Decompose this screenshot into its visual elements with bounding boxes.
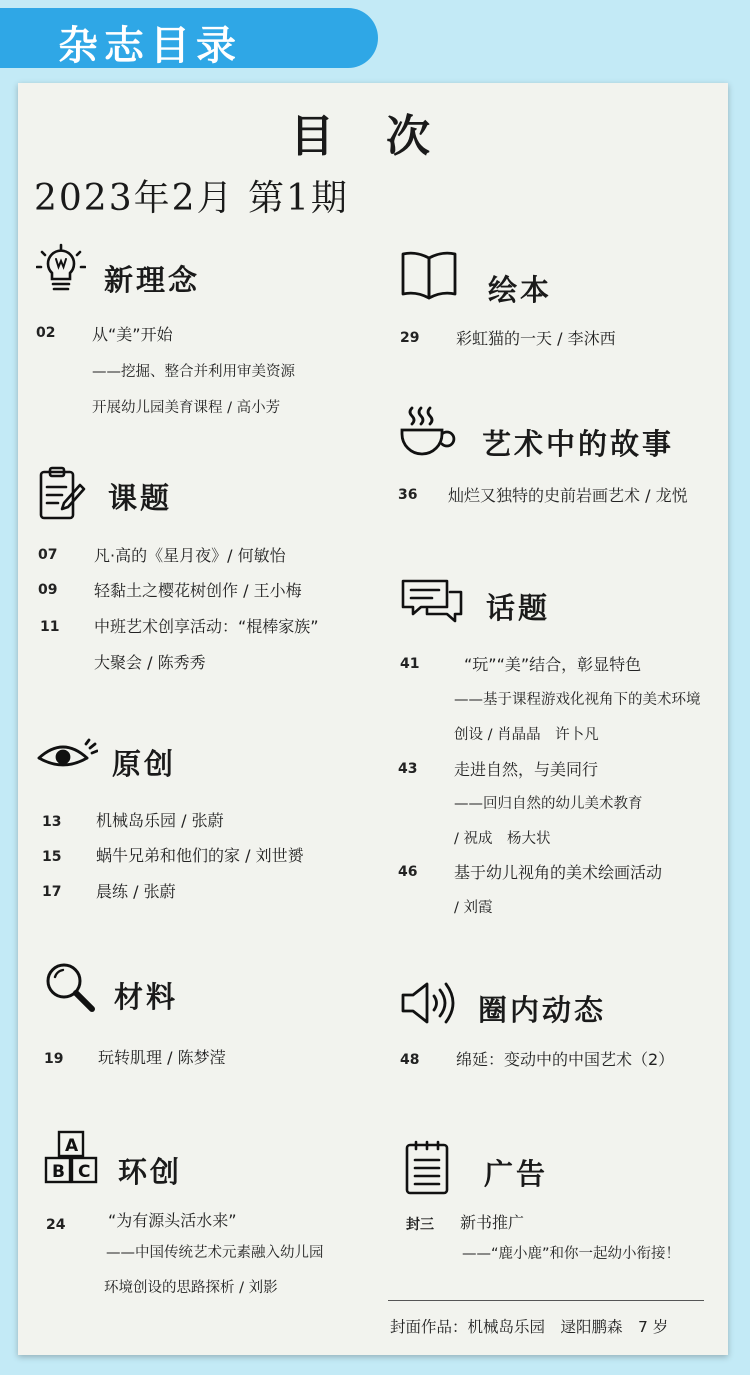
article-subtitle: ——挖掘、整合并利用审美资源 [92, 364, 295, 380]
section-title-ads: 广告 [484, 1157, 549, 1191]
section-title-new-idea: 新理念 [104, 263, 201, 297]
article-title: 灿烂又独特的史前岩画艺术 / 龙悦 [448, 486, 688, 505]
article-subtitle: ——中国传统艺术元素融入幼儿园 [106, 1245, 324, 1261]
page-number: 24 [46, 1217, 66, 1233]
page-title: 目次 [290, 111, 482, 162]
page-number: 09 [38, 582, 58, 598]
open-book-icon [400, 250, 458, 300]
article-title: 机械岛乐园 / 张蔚 [96, 811, 224, 830]
page-number: 46 [398, 864, 418, 880]
section-title-topic-study: 课题 [108, 481, 173, 515]
section-title-discussion: 话题 [486, 591, 551, 625]
page-number: 13 [42, 814, 62, 830]
article-subtitle-author: 环境创设的思路探析 / 刘影 [104, 1280, 278, 1296]
cover-credit: 封面作品：机械岛乐园 逯阳鹏森 7 岁 [390, 1318, 669, 1336]
page-number: 41 [400, 656, 420, 672]
page-number: 17 [42, 884, 62, 900]
article-title: 轻黏土之樱花树创作 / 王小梅 [94, 581, 302, 600]
page-number: 43 [398, 761, 418, 777]
header-banner [0, 8, 378, 68]
article-title: 玩转肌理 / 陈梦滢 [98, 1048, 226, 1067]
section-title-environment: 环创 [118, 1155, 183, 1189]
banner-label: 杂志目录 [58, 22, 242, 69]
section-title-circle-news: 圈内动态 [478, 993, 607, 1027]
page-number: 48 [400, 1052, 420, 1068]
magnifier-icon [44, 961, 96, 1013]
article-title: “玩”“美”结合，彰显特色 [464, 655, 642, 674]
article-subtitle: ——回归自然的幼儿美术教育 [454, 796, 643, 812]
page-number: 封三 [406, 1217, 434, 1233]
article-title: 凡·高的《星月夜》/ 何敏怡 [94, 546, 286, 565]
lightbulb-icon [36, 243, 86, 295]
article-title: 基于幼儿视角的美术绘画活动 [454, 863, 663, 882]
steaming-cup-icon [398, 404, 456, 458]
page-number: 36 [398, 487, 418, 503]
footer-divider [388, 1300, 704, 1301]
article-author-line: 创设 / 肖晶晶 许卜凡 [454, 727, 599, 743]
notepad-icon [404, 1140, 450, 1196]
section-title-picture-book: 绘本 [488, 273, 553, 307]
speaker-icon [400, 980, 456, 1026]
article-subtitle-author: 开展幼儿园美育课程 / 高小芳 [92, 400, 281, 416]
svg-text:A: A [65, 1136, 79, 1156]
article-author-line: / 祝成 杨大状 [454, 831, 551, 847]
article-title: “为有源头活水来” [108, 1211, 237, 1230]
article-title: 绵延：变动中的中国艺术（2） [456, 1050, 675, 1069]
article-title: 走进自然，与美同行 [454, 760, 599, 779]
article-author-line: 大聚会 / 陈秀秀 [94, 653, 206, 672]
article-title: 彩虹猫的一天 / 李沐西 [456, 329, 616, 348]
article-subtitle: ——基于课程游戏化视角下的美术环境 [454, 692, 701, 708]
svg-text:C: C [78, 1162, 91, 1182]
abc-blocks-icon [44, 1130, 100, 1184]
page-number: 29 [400, 330, 420, 346]
article-subtitle: ——“鹿小鹿”和你一起幼小衔接！ [462, 1246, 681, 1262]
article-title: 从“美”开始 [92, 325, 173, 344]
clipboard-pen-icon [38, 465, 86, 521]
page-number: 19 [44, 1051, 64, 1067]
section-title-original: 原创 [112, 747, 177, 781]
section-title-art-story: 艺术中的故事 [482, 427, 675, 461]
page-number: 15 [42, 849, 62, 865]
section-title-material: 材料 [114, 980, 179, 1014]
issue-date: 2023年2月 第1期 [34, 178, 349, 219]
page-number: 07 [38, 547, 58, 563]
article-title: 晨练 / 张蔚 [96, 882, 176, 901]
speech-bubbles-icon [400, 578, 464, 624]
page-number: 11 [40, 619, 60, 635]
article-title: 中班艺术创享活动：“棍棒家族” [94, 617, 319, 636]
article-title: 新书推广 [460, 1213, 525, 1232]
svg-text:B: B [52, 1162, 65, 1182]
page-number: 02 [36, 325, 56, 341]
eye-icon [36, 738, 98, 772]
article-author-line: / 刘霞 [454, 900, 493, 916]
article-title: 蜗牛兄弟和他们的家 / 刘世赟 [96, 846, 304, 865]
